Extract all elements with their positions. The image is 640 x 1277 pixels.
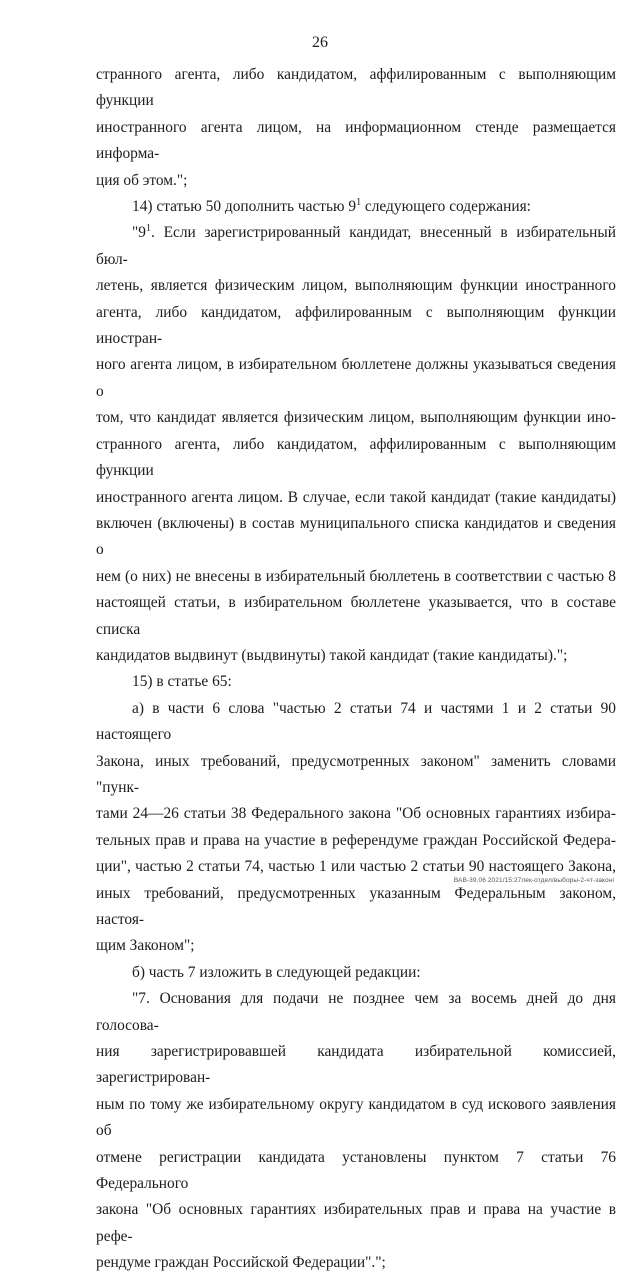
text-line: агента, либо кандидатом, аффилированным с выполняющим функции иностран- <box>96 303 616 348</box>
quoted-part-9-1-start <box>96 220 616 273</box>
text-line: закона "Об основных гарантиях избирательных прав и права на участие в рефе- <box>96 1201 616 1245</box>
text-line: ция об этом."; <box>96 171 188 189</box>
paragraph-item-15: 15) в статье 65: <box>132 673 232 691</box>
text-line: кандидатов выдвинут (выдвинуты) такой кандидат (такие кандидаты)."; <box>96 646 568 664</box>
text-line: настоящей статьи, в избирательном бюллетене указывается, что в составе списка <box>96 594 616 638</box>
text-span: 14) статью 50 дополнить частью 9 <box>132 198 357 216</box>
text-line: иностранного агента лицом. В случае, если такой кандидат (такие кандидаты) <box>96 488 616 506</box>
text-line: ния зарегистрировавшей кандидата избирательной комиссией, зарегистрирован- <box>96 1043 616 1087</box>
text-line: тами 24—26 статьи 38 Федерального закона "Об основных гарантиях избира- <box>96 805 616 823</box>
text-line: летень, является физическим лицом, выполняющим функции иностранного <box>96 277 616 295</box>
subitem-a-start: а) в части 6 слова "частью 2 статьи 74 и частями 1 и 2 статьи 90 настоящего <box>96 699 616 744</box>
superscript: 1 <box>356 197 362 209</box>
text-line: ции", частью 2 статьи 74, частью 1 или частью 2 статьи 90 настоящего Закона, <box>96 858 616 876</box>
text-line: ного агента лицом, в избирательном бюллетене должны указываться сведения о <box>96 356 616 400</box>
text-line: ным по тому же избирательному округу кандидатом в суд искового заявления об <box>96 1095 616 1140</box>
text-line: том, что кандидат является физическим лицом, выполняющим функции ино- <box>96 409 616 427</box>
text-line: Закона, иных требований, предусмотренных законом" заменить словами "пунк- <box>96 752 616 796</box>
text-line: включен (включены) в состав муниципального списка кандидатов и сведения о <box>96 514 616 559</box>
text-line: иностранного агента лицом, на информационном стенде размещается информа- <box>96 118 616 163</box>
subitem-b: б) часть 7 изложить в следующей редакции: <box>132 963 421 981</box>
text-line: странного агента, либо кандидатом, аффилированным с выполняющим функции <box>96 66 616 110</box>
text-line: рендуме граждан Российской Федерации"."; <box>96 1254 386 1272</box>
page-number: 26 <box>312 34 328 51</box>
text-span: следующего содержания: <box>361 198 531 216</box>
footer-stamp: ВАВ-39.06 2021/15:27лек-отдел/выборы-2-чт-законі <box>453 877 614 884</box>
text-line: отмене регистрации кандидата установлены пунктом 7 статьи 76 Федерального <box>96 1148 616 1193</box>
superscript: 1 <box>145 223 151 235</box>
text-line: иных требований, предусмотренных указанным Федеральным законом, настоя- <box>96 884 616 928</box>
text-line: нем (о них) не внесены в избирательный бюллетень в соответствии с частью 8 <box>96 567 616 585</box>
text-line: щим Законом"; <box>96 937 195 955</box>
quoted-part-7-start: "7. Основания для подачи не позднее чем за восемь дней до дня голосова- <box>96 990 616 1034</box>
text-line: тельных прав и права на участие в референдуме граждан Российской Федера- <box>96 831 616 849</box>
text-span: . Если зарегистрированный кандидат, внесенный в избирательный бюл- <box>96 224 616 268</box>
text-line: странного агента, либо кандидатом, аффилированным с выполняющим функции <box>96 435 616 480</box>
paragraph-item-14 <box>96 194 616 220</box>
document-body <box>96 62 616 1277</box>
text-span: "9 <box>132 224 146 242</box>
